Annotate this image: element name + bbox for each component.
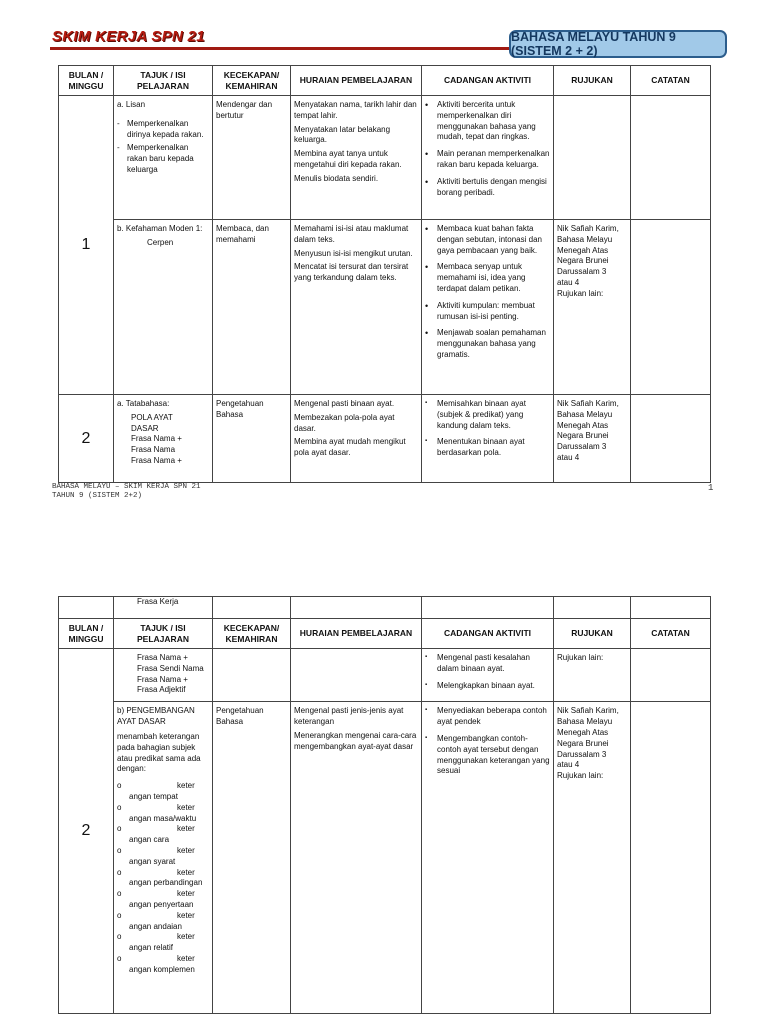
table-row [59,96,711,220]
huraian-cell: Mengenal pasti binaan ayat. Membezakan pola-pola ayat dasar. Membina ayat mudah mengikut pola ayat dasar. [291,395,422,483]
col-catatan: CATATAN [631,66,711,96]
kecekapan-cell: Pengetahuan Bahasa [213,702,291,1014]
table-row [59,649,711,702]
aktiviti-cell: ▪ Mengenal pasti kesalahan dalam binaan ayat. ▪ Melengkapkan binaan ayat. [422,649,554,702]
col-huraian: HURAIAN PEMBELAJARAN [291,619,422,649]
tajuk-cell: b) PENGEMBANGAN AYAT DASAR menambah keterangan pada bahagian subjek atau predikat sama ada dengan: o keter angan tempat o keter angan masa/waktu o keter angan cara o keter angan syarat o keter angan perbandingan o keter angan penyertaan o keter angan andaian o keter angan relatif o keter angan komplemen [114,702,213,1014]
aktiviti-cell: ▪ Menyediakan beberapa contoh ayat pendek ▪ Mengembangkan contoh-contoh ayat tersebut dengan menggunakan keterangan yang sesuai [422,702,554,1014]
rujukan-cell: Nik Safiah Karim, Bahasa Melayu Menegah Atas Negara Brunei Darussalam 3 atau 4 Rujukan lain: [554,702,631,1014]
col-bulan: BULAN / MINGGU [59,619,114,649]
kecekapan-cell: Membaca, dan memahami [213,220,291,395]
header-rule [50,47,512,50]
week-cell: 2 [59,395,114,483]
subject-banner: BAHASA MELAYU TAHUN 9 (SISTEM 2 + 2) [509,30,727,58]
schedule-table-page1 [58,65,711,483]
catatan-cell [631,395,711,483]
week-cell: 1 [59,96,114,395]
table-row [59,702,711,1014]
col-kecekapan: KECEKAPAN/ KEMAHIRAN [213,619,291,649]
aktiviti-cell: • Membaca kuat bahan fakta dengan sebutan, intonasi dan gaya pembacaan yang baik. • Membaca senyap untuk memahami isi, idea yang terdapat dalam petikan. • Aktiviti kumpulan: membuat rumusan isi-isi penting. • Menjawab soalan pemahaman menggunakan bahasa yang gramatis. [422,220,554,395]
rujukan-cell: Nik Safiah Karim, Bahasa Melayu Menegah Atas Negara Brunei Darussalam 3 atau 4 Rujukan lain: [554,220,631,395]
huraian-cell: Mengenal pasti jenis-jenis ayat keterangan Menerangkan mengenai cara-cara mengembangkan ayat-ayat dasar [291,702,422,1014]
huraian-cell: Memahami isi-isi atau maklumat dalam teks. Menyusun isi-isi mengikut urutan. Mencatat isi tersurat dan tersirat yang terkandung dalam teks. [291,220,422,395]
col-kecekapan: KECEKAPAN/ KEMAHIRAN [213,66,291,96]
col-tajuk: TAJUK / ISI PELAJARAN [114,66,213,96]
col-aktiviti: CADANGAN AKTIVITI [422,66,554,96]
page-footer: BAHASA MELAYU – SKIM KERJA SPN 21 TAHUN 9 (SISTEM 2+2) [52,483,201,501]
table-row [59,395,711,483]
rujukan-cell: Nik Safiah Karim, Bahasa Melayu Menegah Atas Negara Brunei Darussalam 3 atau 4 [554,395,631,483]
page-number: 1 [708,483,714,493]
tajuk-cell: a. Tatabahasa: POLA AYAT DASAR Frasa Nama + Frasa Nama Frasa Nama + [114,395,213,483]
kecekapan-cell: Pengetahuan Bahasa [213,395,291,483]
document-title: SKIM KERJA SPN 21 [52,28,205,45]
catatan-cell [631,220,711,395]
aktiviti-cell: • Aktiviti bercerita untuk memperkenalkan diri menggunakan bahasa yang mudah, tepat dan ringkas. • Main peranan memperkenalkan rakan baru kepada keluarga. • Aktiviti bertulis dengan mengisi borang peribadi. [422,96,554,220]
col-bulan: BULAN / MINGGU [59,66,114,96]
col-rujukan: RUJUKAN [554,66,631,96]
aktiviti-cell: ▪ Memisahkan binaan ayat (subjek & predikat) yang kandung dalam teks. ▪ Menentukan binaan ayat berdasarkan pola. [422,395,554,483]
col-huraian: HURAIAN PEMBELAJARAN [291,66,422,96]
rujukan-cell: Rujukan lain: [554,649,631,702]
col-rujukan: RUJUKAN [554,619,631,649]
tajuk-cell: Frasa Kerja [114,597,213,619]
tajuk-cell: a. Lisan - Memperkenalkan dirinya kepada rakan. - Memperkenalkan rakan baru kepada keluarga [114,96,213,220]
catatan-cell [631,702,711,1014]
header-row [59,619,711,649]
rujukan-cell [554,96,631,220]
col-tajuk: TAJUK / ISI PELAJARAN [114,619,213,649]
table-row [59,220,711,395]
col-aktiviti: CADANGAN AKTIVITI [422,619,554,649]
schedule-table-page2 [58,596,711,1014]
tajuk-cell: b. Kefahaman Moden 1: Cerpen [114,220,213,395]
header-row [59,66,711,96]
week-cell: 2 [59,649,114,1014]
col-catatan: CATATAN [631,619,711,649]
kecekapan-cell: Mendengar dan bertutur [213,96,291,220]
huraian-cell: Menyatakan nama, tarikh lahir dan tempat lahir. Menyatakan latar belakang keluarga. Membina ayat tanya untuk mengetahui diri kepada rakan. Menulis biodata sendiri. [291,96,422,220]
table-row [59,597,711,619]
catatan-cell [631,96,711,220]
tajuk-cell: Frasa Nama + Frasa Sendi Nama Frasa Nama + Frasa Adjektif [114,649,213,702]
